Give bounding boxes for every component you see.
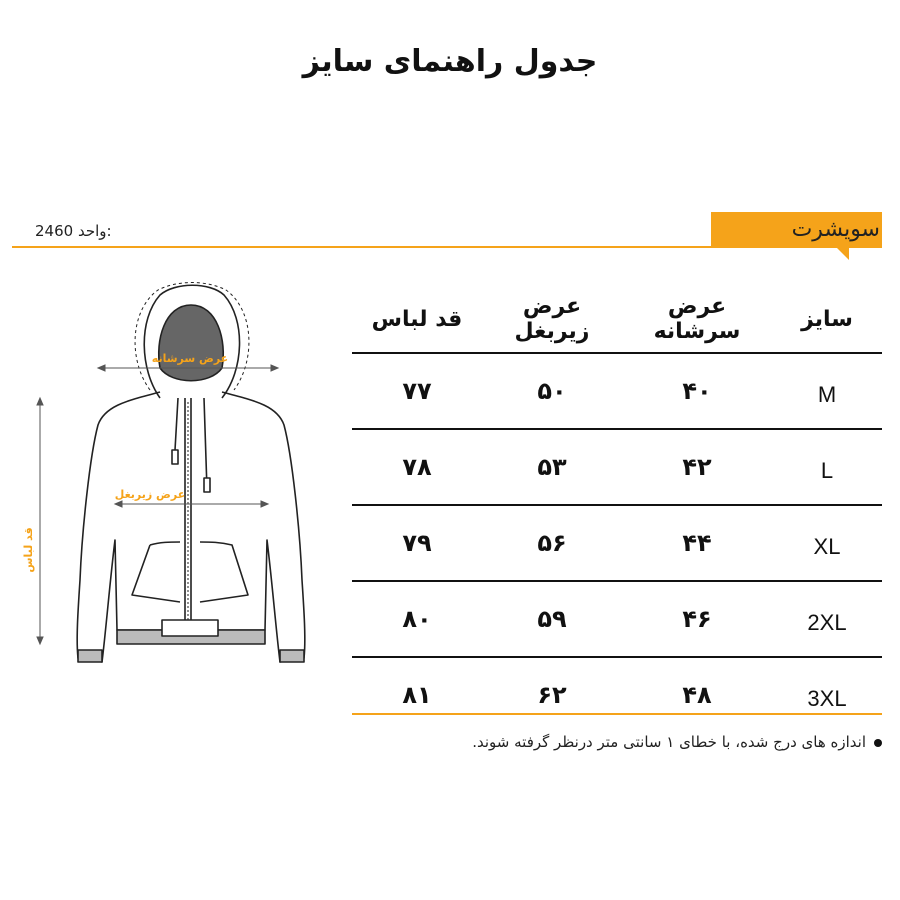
header-armpit: عرض زیربغل [482,286,622,353]
cell-armpit: ۶۲ [537,681,567,709]
cell-shoulder: ۴۲ [622,429,772,505]
table-row [352,353,882,429]
cell-armpit: ۵۳ [482,429,622,505]
header-shoulder: عرض سرشانه [622,286,772,353]
cell-shoulder: ۴۸ [682,681,712,709]
cell-size: 3XL [807,686,847,711]
table-row [352,505,882,581]
length-measure-label: قد لباس [22,527,35,573]
note-text: اندازه های درج شده، با خطای ۱ سانتی متر درنظر گرفته شوند. [472,733,866,751]
shoulder-measure-label: عرض سرشانه [151,352,229,365]
section-label: سویشرت [791,217,880,242]
header-size: سایز [772,286,882,353]
cell-size: M [772,353,882,429]
cell-size: L [772,429,882,505]
cell-shoulder: ۴۴ [622,505,772,581]
hood-inner [159,305,223,381]
cell-length: ۷۹ [352,505,482,581]
unit-label: واحد: [77,222,112,240]
header-length: قد لباس [352,286,482,353]
bullet-icon [874,739,882,747]
cell-armpit: ۵۶ [482,505,622,581]
cell-shoulder: ۴۰ [622,353,772,429]
cell-shoulder: ۴۶ [622,581,772,657]
measurement-note [352,733,882,751]
cell-size: XL [772,505,882,581]
cell-size: 2XL [772,581,882,657]
cell-armpit: ۵۰ [482,353,622,429]
cell-length: ۷۷ [352,353,482,429]
footer-divider [352,713,882,715]
unit-info [35,222,112,240]
table-row [352,581,882,657]
cell-armpit: ۵۹ [482,581,622,657]
pocket [132,542,248,602]
armpit-measure-label: عرض زیربغل [114,488,186,501]
page-title: جدول راهنمای سایز [302,44,598,79]
size-table [352,286,882,732]
cell-length: ۸۱ [402,681,432,709]
table-row [352,657,882,732]
hoodie-diagram [10,280,330,680]
unit-value: 2460 [35,222,74,240]
table-header-row [352,286,882,353]
table-row [352,429,882,505]
cell-length: ۷۸ [352,429,482,505]
header-divider [12,246,882,248]
cell-length: ۸۰ [352,581,482,657]
section-tag-notch [836,247,849,260]
